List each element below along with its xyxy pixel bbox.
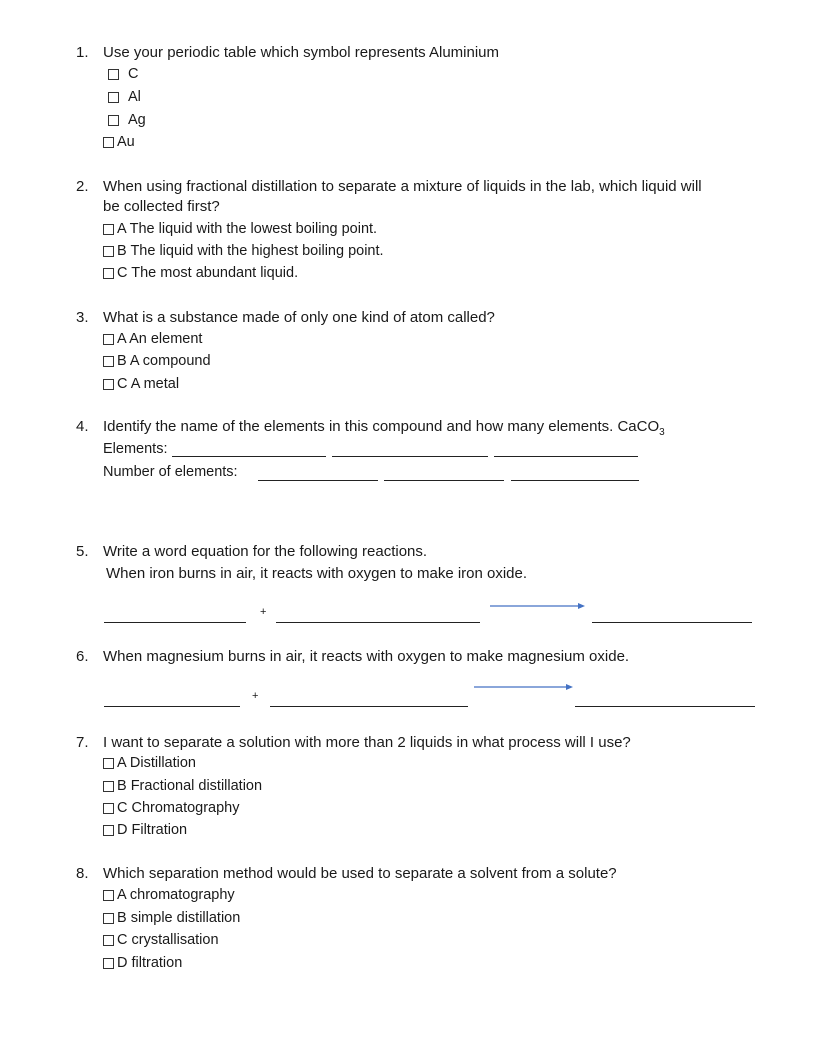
checkbox[interactable] [103,356,114,367]
option-label: B A compound [117,353,211,369]
q1-option-au[interactable] [103,134,135,150]
checkbox[interactable] [103,379,114,390]
question-3-text: What is a substance made of only one kind of atom called? [103,309,495,326]
q1-option-ag[interactable] [108,112,146,128]
q8-option-b[interactable] [103,910,240,926]
q2-option-b[interactable] [103,243,384,259]
checkbox[interactable] [103,803,114,814]
option-label: D Filtration [117,822,188,838]
question-4-text [103,418,665,438]
option-label: C A metal [117,376,180,392]
question-5-text: Write a word equation for the following reactions. [103,543,428,560]
question-5-number: 5. [76,543,89,560]
question-8-text: Which separation method would be used to separate a solvent from a solute? [103,865,617,882]
q3-option-b[interactable] [103,353,211,369]
q5-reactant-2-line[interactable] [276,622,480,623]
option-label: A The liquid with the lowest boiling point. [117,221,378,237]
checkbox[interactable] [103,224,114,235]
checkbox[interactable] [103,758,114,769]
question-2-text-line2: be collected first? [103,198,220,215]
checkbox[interactable] [103,913,114,924]
elements-answer-line-2[interactable] [332,456,488,457]
question-3-number: 3. [76,309,89,326]
checkbox[interactable] [108,115,119,126]
option-label: Al [128,89,141,105]
number-answer-line-3[interactable] [511,480,639,481]
option-label: C Chromatography [117,800,240,816]
q5-product-line[interactable] [592,622,752,623]
reaction-arrow-icon [474,682,574,692]
formula-subscript: 3 [659,427,665,438]
question-7-number: 7. [76,734,89,751]
number-of-elements-label: Number of elements: [103,464,238,480]
number-answer-line-1[interactable] [258,480,378,481]
plus-sign: + [260,606,267,618]
q1-option-al[interactable] [108,89,141,105]
question-5-subtext: When iron burns in air, it reacts with oxygen to make iron oxide. [106,565,528,582]
question-1-text: Use your periodic table which symbol represents Aluminium [103,44,500,61]
q3-option-a[interactable] [103,331,202,347]
q8-option-d[interactable] [103,955,182,971]
q3-option-c[interactable] [103,376,179,392]
question-2-number: 2. [76,178,89,195]
reaction-arrow-icon [490,601,586,611]
option-label: Au [117,134,135,150]
option-label: C crystallisation [117,932,219,948]
option-label: C [128,66,139,82]
checkbox[interactable] [108,92,119,103]
checkbox[interactable] [103,825,114,836]
checkbox[interactable] [103,334,114,345]
q8-option-a[interactable] [103,887,235,903]
q1-option-c[interactable] [108,66,138,82]
checkbox[interactable] [103,935,114,946]
checkbox[interactable] [103,890,114,901]
checkbox[interactable] [103,246,114,257]
question-6-text: When magnesium burns in air, it reacts with oxygen to make magnesium oxide. [103,648,630,665]
q6-reactant-1-line[interactable] [104,706,240,707]
option-label: B simple distillation [117,910,241,926]
option-label: B Fractional distillation [117,778,263,794]
q7-option-b[interactable] [103,778,262,794]
option-label: A An element [117,331,203,347]
q6-product-line[interactable] [575,706,755,707]
option-label: Ag [128,112,146,128]
option-label: D filtration [117,955,183,971]
checkbox[interactable] [103,958,114,969]
q8-option-c[interactable] [103,932,219,948]
question-2-text-line1: When using fractional distillation to separate a mixture of liquids in the lab, which liquid will [103,178,702,195]
question-8-number: 8. [76,865,89,882]
elements-answer-line-1[interactable] [172,456,326,457]
q7-option-c[interactable] [103,800,240,816]
q6-reactant-2-line[interactable] [270,706,468,707]
option-label: A chromatography [117,887,235,903]
q5-reactant-1-line[interactable] [104,622,246,623]
plus-sign: + [252,690,259,702]
elements-answer-line-3[interactable] [494,456,638,457]
question-4-number: 4. [76,418,89,435]
q2-option-c[interactable] [103,265,298,281]
checkbox[interactable] [103,268,114,279]
elements-label: Elements: [103,441,168,457]
question-7-text: I want to separate a solution with more than 2 liquids in what process will I use? [103,734,631,751]
checkbox[interactable] [108,69,119,80]
q2-option-a[interactable] [103,221,377,237]
option-label: A Distillation [117,755,196,771]
option-label: C The most abundant liquid. [117,265,299,281]
q7-option-d[interactable] [103,822,187,838]
q7-option-a[interactable] [103,755,196,771]
option-label: B The liquid with the highest boiling point. [117,243,384,259]
question-4-text-main: Identify the name of the elements in this compound and how many elements. CaCO [103,418,660,435]
checkbox[interactable] [103,781,114,792]
question-1-number: 1. [76,44,89,61]
number-answer-line-2[interactable] [384,480,504,481]
question-6-number: 6. [76,648,89,665]
checkbox[interactable] [103,137,114,148]
